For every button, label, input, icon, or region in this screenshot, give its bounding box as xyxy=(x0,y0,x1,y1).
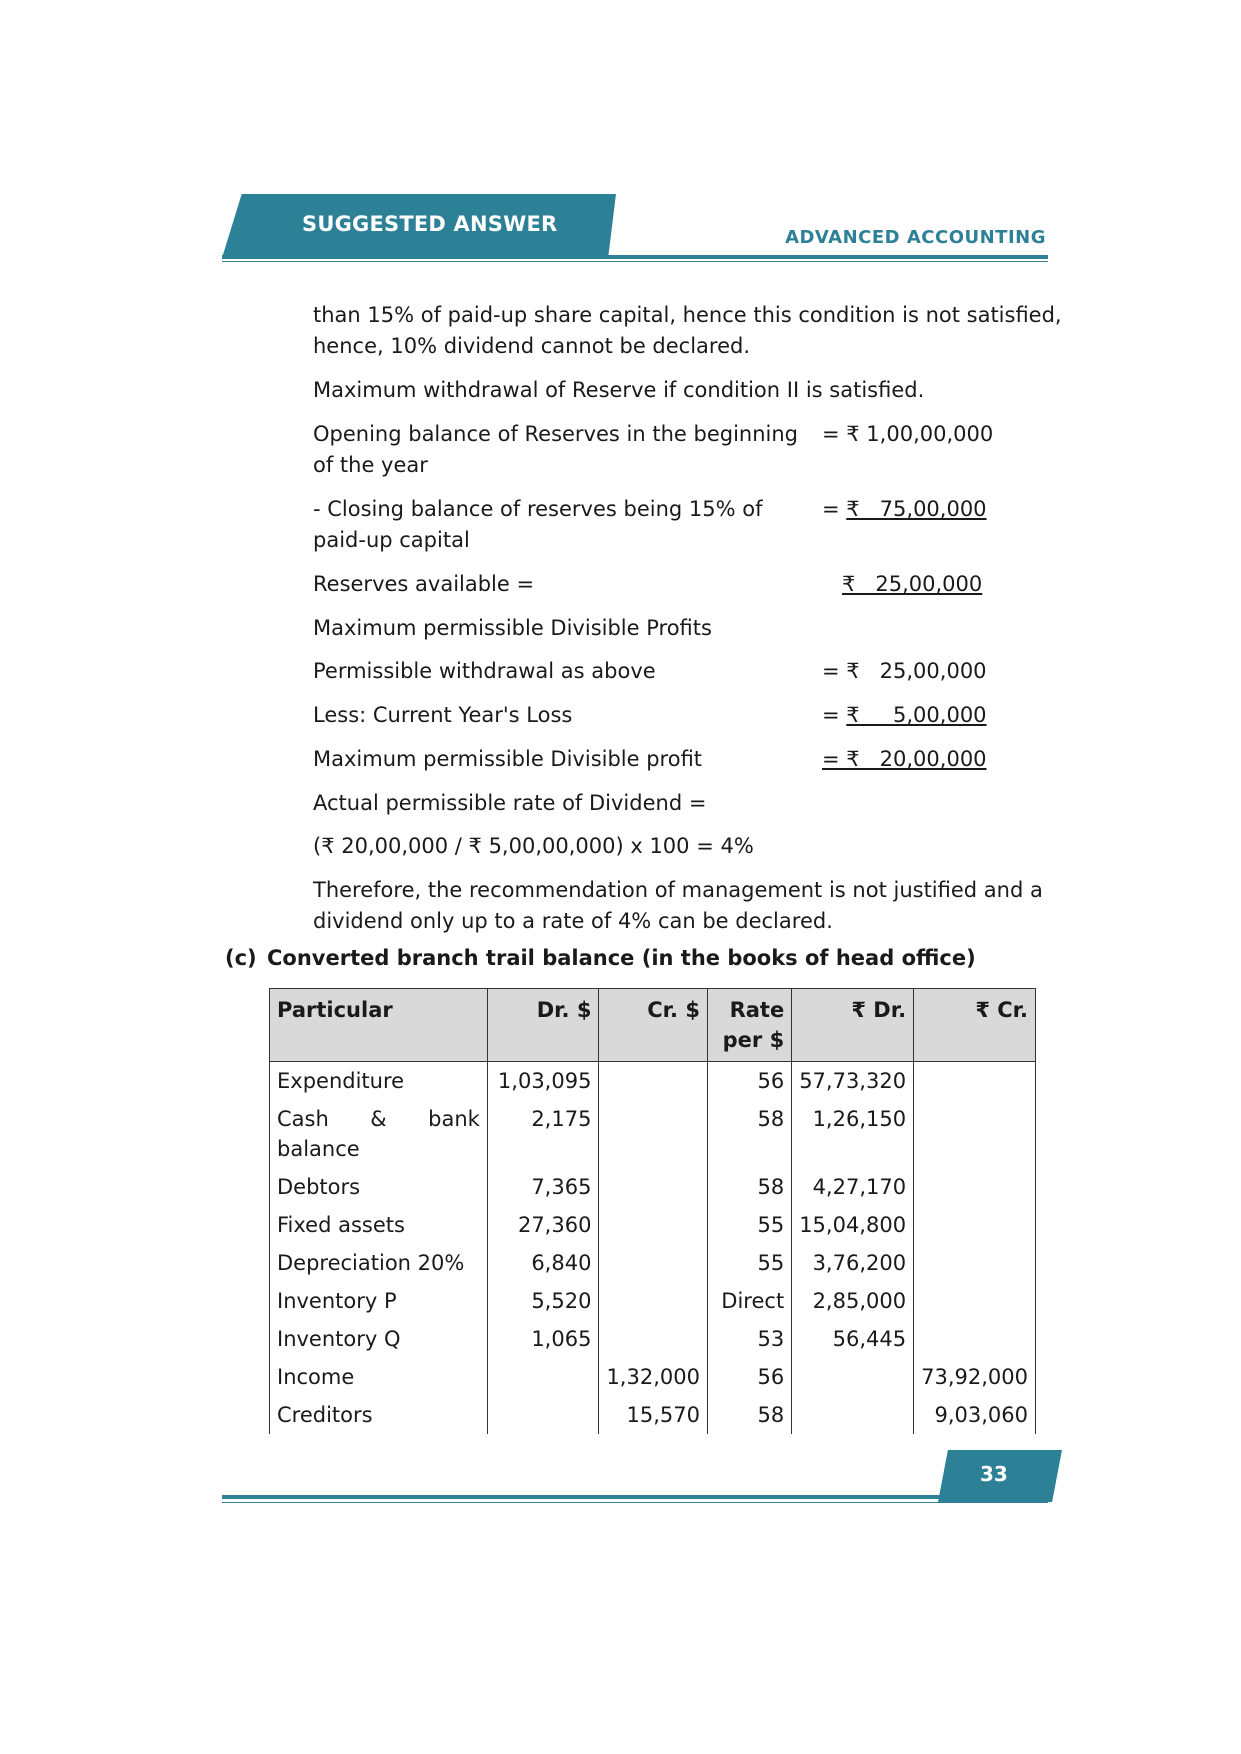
cell-particular: Depreciation 20% xyxy=(270,1244,488,1282)
intro-line-1: than 15% of paid-up share capital, hence this condition is not satisfied, xyxy=(313,303,1062,327)
section-heading xyxy=(225,946,976,970)
calc-reserves-label: Reserves available = xyxy=(313,572,535,596)
table-row xyxy=(270,1358,1036,1396)
cell-particular: Expenditure xyxy=(270,1062,488,1101)
header-rule xyxy=(222,255,1048,259)
table-header-row xyxy=(270,989,1036,1062)
col-header-dr-dollar: Dr. $ xyxy=(487,989,599,1062)
calc-rate-formula: (₹ 20,00,000 / ₹ 5,00,00,000) x 100 = 4% xyxy=(313,834,754,858)
cell-cr-dollar xyxy=(599,1320,708,1358)
calc-max-divisible-heading: Maximum permissible Divisible Profits xyxy=(313,616,712,640)
cell-dr-rupee: 1,26,150 xyxy=(792,1100,914,1168)
cell-cr-rupee xyxy=(914,1282,1036,1320)
calc-closing-label-cont: paid-up capital xyxy=(313,528,470,552)
cell-cr-rupee xyxy=(914,1168,1036,1206)
table-row xyxy=(270,1396,1036,1434)
cell-cr-dollar xyxy=(599,1206,708,1244)
cell-cr-rupee xyxy=(914,1320,1036,1358)
cell-particular: Creditors xyxy=(270,1396,488,1434)
cell-cr-dollar: 15,570 xyxy=(599,1396,708,1434)
cell-particular: Inventory Q xyxy=(270,1320,488,1358)
calc-loss-label: Less: Current Year's Loss xyxy=(313,703,573,727)
conclusion-line-1: Therefore, the recommendation of management is not justified and a xyxy=(313,878,1043,902)
calc-max-profit-label: Maximum permissible Divisible profit xyxy=(313,747,703,771)
cell-dr-rupee: 4,27,170 xyxy=(792,1168,914,1206)
cell-dr-dollar: 5,520 xyxy=(487,1282,599,1320)
cell-rate: 55 xyxy=(707,1244,791,1282)
cell-cr-dollar: 1,32,000 xyxy=(599,1358,708,1396)
cell-cr-rupee xyxy=(914,1100,1036,1168)
cell-dr-dollar xyxy=(487,1358,599,1396)
cell-dr-dollar: 1,03,095 xyxy=(487,1062,599,1101)
table-row xyxy=(270,1206,1036,1244)
cell-particular: Fixed assets xyxy=(270,1206,488,1244)
calc-reserves-value: ₹ 25,00,000 xyxy=(842,572,983,596)
section-letter: (c) xyxy=(225,946,257,970)
calc-closing-value: ₹ 75,00,000 xyxy=(846,497,987,521)
calc-opening-value: = ₹ 1,00,00,000 xyxy=(822,422,994,446)
col-header-cr-dollar: Cr. $ xyxy=(599,989,708,1062)
calc-closing-label: - Closing balance of reserves being 15% of xyxy=(313,497,763,521)
cell-rate: Direct xyxy=(707,1282,791,1320)
cell-dr-dollar xyxy=(487,1396,599,1434)
calc-loss-value: ₹ 5,00,000 xyxy=(846,703,987,727)
cell-dr-rupee: 3,76,200 xyxy=(792,1244,914,1282)
cell-cr-rupee xyxy=(914,1206,1036,1244)
conclusion-line-2: dividend only up to a rate of 4% can be declared. xyxy=(313,909,833,933)
cell-rate: 58 xyxy=(707,1168,791,1206)
table-row xyxy=(270,1062,1036,1101)
col-header-cr-rupee: ₹ Cr. xyxy=(914,989,1036,1062)
calc-closing-prefix: = xyxy=(822,497,847,521)
cell-cr-rupee xyxy=(914,1244,1036,1282)
cell-dr-rupee xyxy=(792,1358,914,1396)
calc-withdrawal-label: Permissible withdrawal as above xyxy=(313,659,656,683)
cell-dr-dollar: 7,365 xyxy=(487,1168,599,1206)
trial-balance-table xyxy=(269,988,1036,1434)
table-row xyxy=(270,1244,1036,1282)
cell-particular: Inventory P xyxy=(270,1282,488,1320)
col-header-particular: Particular xyxy=(270,989,488,1062)
cell-rate: 53 xyxy=(707,1320,791,1358)
subject-title: ADVANCED ACCOUNTING xyxy=(785,227,1046,248)
footer-rule-thin xyxy=(222,1502,1048,1503)
cell-dr-rupee xyxy=(792,1396,914,1434)
table-row xyxy=(270,1100,1036,1168)
cell-rate: 58 xyxy=(707,1396,791,1434)
header-rule-thin xyxy=(222,261,1048,262)
col-header-dr-rupee: ₹ Dr. xyxy=(792,989,914,1062)
cell-dr-rupee: 15,04,800 xyxy=(792,1206,914,1244)
intro-line-3: Maximum withdrawal of Reserve if condition II is satisfied. xyxy=(313,378,925,402)
header-tab-label: SUGGESTED ANSWER xyxy=(302,212,558,236)
cell-dr-dollar: 1,065 xyxy=(487,1320,599,1358)
cell-particular: Income xyxy=(270,1358,488,1396)
cell-dr-rupee: 56,445 xyxy=(792,1320,914,1358)
table-row xyxy=(270,1168,1036,1206)
cell-dr-dollar: 2,175 xyxy=(487,1100,599,1168)
table-row xyxy=(270,1282,1036,1320)
cell-rate: 55 xyxy=(707,1206,791,1244)
cell-dr-rupee: 2,85,000 xyxy=(792,1282,914,1320)
cell-rate: 56 xyxy=(707,1358,791,1396)
calc-withdrawal-value: = ₹ 25,00,000 xyxy=(822,659,987,683)
cell-cr-dollar xyxy=(599,1100,708,1168)
cell-cr-dollar xyxy=(599,1282,708,1320)
cell-dr-dollar: 6,840 xyxy=(487,1244,599,1282)
cell-cr-rupee: 9,03,060 xyxy=(914,1396,1036,1434)
cell-cr-rupee xyxy=(914,1062,1036,1101)
cell-cr-rupee: 73,92,000 xyxy=(914,1358,1036,1396)
cell-rate: 56 xyxy=(707,1062,791,1101)
cell-cr-dollar xyxy=(599,1168,708,1206)
calc-opening-label: Opening balance of Reserves in the beginning xyxy=(313,422,798,446)
cell-particular: Debtors xyxy=(270,1168,488,1206)
footer-rule xyxy=(222,1495,1048,1499)
page-number: 33 xyxy=(980,1462,1008,1486)
col-header-rate: Rate per $ xyxy=(707,989,791,1062)
section-title: Converted branch trail balance (in the books of head office) xyxy=(267,946,976,970)
intro-line-2: hence, 10% dividend cannot be declared. xyxy=(313,334,751,358)
cell-rate: 58 xyxy=(707,1100,791,1168)
cell-dr-rupee: 57,73,320 xyxy=(792,1062,914,1101)
cell-cr-dollar xyxy=(599,1062,708,1101)
cell-particular: Cash & bank balance xyxy=(270,1100,488,1168)
calc-rate-label: Actual permissible rate of Dividend = xyxy=(313,791,707,815)
calc-opening-label-cont: of the year xyxy=(313,453,428,477)
calc-loss-prefix: = xyxy=(822,703,847,727)
table-row xyxy=(270,1320,1036,1358)
cell-cr-dollar xyxy=(599,1244,708,1282)
cell-dr-dollar: 27,360 xyxy=(487,1206,599,1244)
calc-max-profit-value: = ₹ 20,00,000 xyxy=(822,747,987,771)
